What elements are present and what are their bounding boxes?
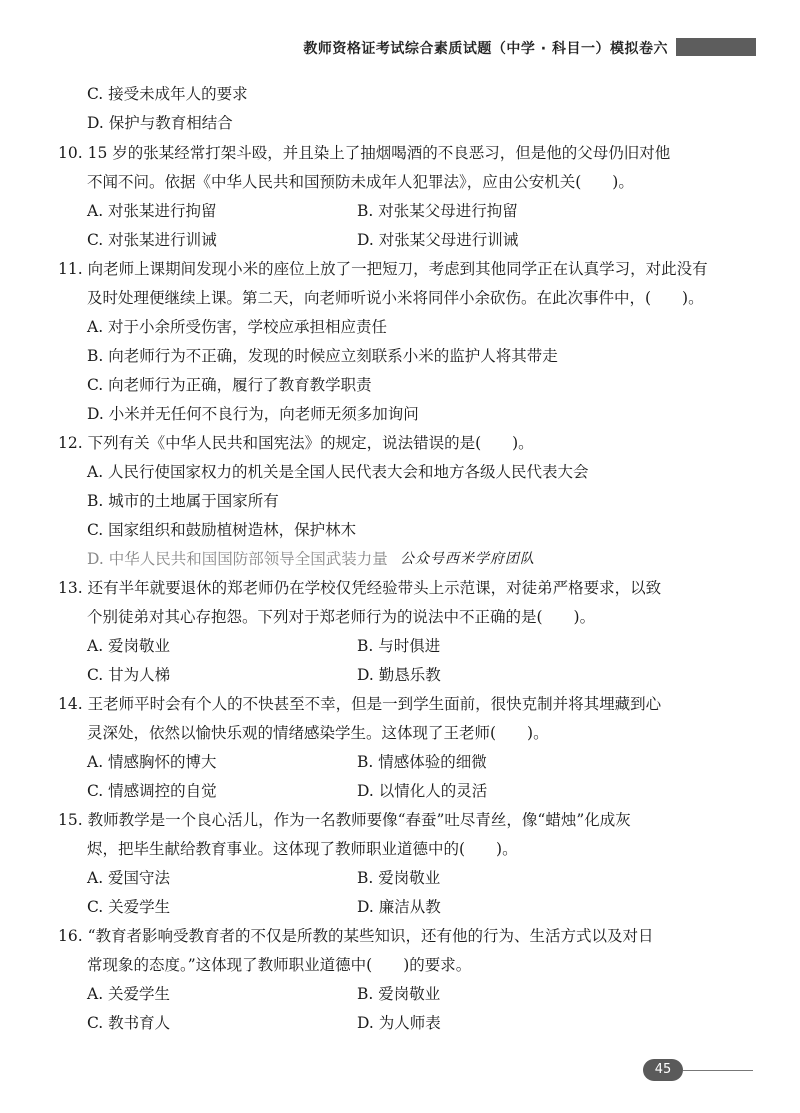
question-stem: 12. 下列有关《中华人民共和国宪法》的规定，说法错误的是( )。 bbox=[58, 434, 534, 452]
option: A. 情感胸怀的博大 bbox=[87, 753, 217, 771]
question-stem: 10. 15 岁的张某经常打架斗殴，并且染上了抽烟喝酒的不良恶习，但是他的父母仍旧对他 bbox=[58, 144, 671, 162]
option: D. 保护与教育相结合 bbox=[87, 114, 233, 132]
option: D. 对张某父母进行训诫 bbox=[357, 231, 519, 249]
option: A. 对于小余所受伤害，学校应承担相应责任 bbox=[87, 318, 388, 336]
option: C. 接受未成年人的要求 bbox=[87, 85, 248, 103]
page-number-rule bbox=[683, 1070, 753, 1071]
option: D. 廉洁从教 bbox=[357, 898, 441, 916]
option: B. 情感体验的细微 bbox=[357, 753, 487, 771]
option: C. 对张某进行训诫 bbox=[87, 231, 217, 249]
option: A. 关爱学生 bbox=[87, 985, 171, 1003]
question-stem: 灵深处，依然以愉快乐观的情绪感染学生。这体现了王老师( )。 bbox=[87, 724, 549, 742]
option: B. 对张某父母进行拘留 bbox=[357, 202, 518, 220]
option: B. 向老师行为不正确，发现的时候应立刻联系小米的监护人将其带走 bbox=[87, 347, 558, 365]
question-stem: 及时处理便继续上课。第二天，向老师听说小米将同伴小余砍伤。在此次事件中，( )。 bbox=[87, 289, 704, 307]
question-stem: 13. 还有半年就要退休的郑老师仍在学校仅凭经验带头上示范课，对徒弟严格要求，以致 bbox=[58, 579, 662, 597]
option: B. 爱岗敬业 bbox=[357, 869, 441, 887]
option: D. 为人师表 bbox=[357, 1014, 441, 1032]
question-stem: 常现象的态度。”这体现了教师职业道德中( )的要求。 bbox=[87, 956, 472, 974]
question-stem: 16. “教育者影响受教育者的不仅是所教的某些知识，还有他的行为、生活方式以及对日 bbox=[58, 927, 654, 945]
header-title: 教师资格证考试综合素质试题（中学 · 科目一）模拟卷六 bbox=[303, 41, 668, 57]
question-stem: 14. 王老师平时会有个人的不快甚至不幸，但是一到学生面前，很快克制并将其埋藏到心 bbox=[58, 695, 662, 713]
running-header bbox=[0, 34, 800, 62]
option: C. 甘为人梯 bbox=[87, 666, 171, 684]
header-decorative-bar bbox=[676, 38, 756, 56]
watermark-text: 公众号西米学府团队 bbox=[400, 551, 535, 567]
option: A. 爱国守法 bbox=[87, 869, 171, 887]
option: C. 关爱学生 bbox=[87, 898, 171, 916]
option: C. 国家组织和鼓励植树造林，保护林木 bbox=[87, 521, 357, 539]
option: D. 勤恳乐教 bbox=[357, 666, 441, 684]
option: C. 情感调控的自觉 bbox=[87, 782, 217, 800]
option: D. 小米并无任何不良行为，向老师无须多加询问 bbox=[87, 405, 419, 423]
option: B. 城市的土地属于国家所有 bbox=[87, 492, 279, 510]
page-number: 45 bbox=[643, 1059, 683, 1081]
question-stem: 个别徒弟对其心存抱怨。下列对于郑老师行为的说法中不正确的是( )。 bbox=[87, 608, 596, 626]
question-stem: 11. 向老师上课期间发现小米的座位上放了一把短刀，考虑到其他同学正在认真学习，对此没有 bbox=[58, 260, 708, 278]
question-stem: 不闻不问。依据《中华人民共和国预防未成年人犯罪法》，应由公安机关( )。 bbox=[87, 173, 634, 191]
option: C. 向老师行为正确，履行了教育教学职责 bbox=[87, 376, 372, 394]
question-stem: 15. 教师教学是一个良心活儿，作为一名教师要像“春蚕”吐尽青丝，像“蜡烛”化成灰 bbox=[58, 811, 631, 829]
option: D. 以情化人的灵活 bbox=[357, 782, 488, 800]
option: A. 对张某进行拘留 bbox=[87, 202, 217, 220]
question-stem: 烬，把毕生献给教育事业。这体现了教师职业道德中的( )。 bbox=[87, 840, 518, 858]
option: B. 与时俱进 bbox=[357, 637, 441, 655]
option: B. 爱岗敬业 bbox=[357, 985, 441, 1003]
option: C. 教书育人 bbox=[87, 1014, 171, 1032]
option: A. 人民行使国家权力的机关是全国人民代表大会和地方各级人民代表大会 bbox=[87, 463, 589, 481]
option: A. 爱岗敬业 bbox=[87, 637, 171, 655]
option: D. 中华人民共和国国防部领导全国武装力量 bbox=[87, 550, 388, 568]
